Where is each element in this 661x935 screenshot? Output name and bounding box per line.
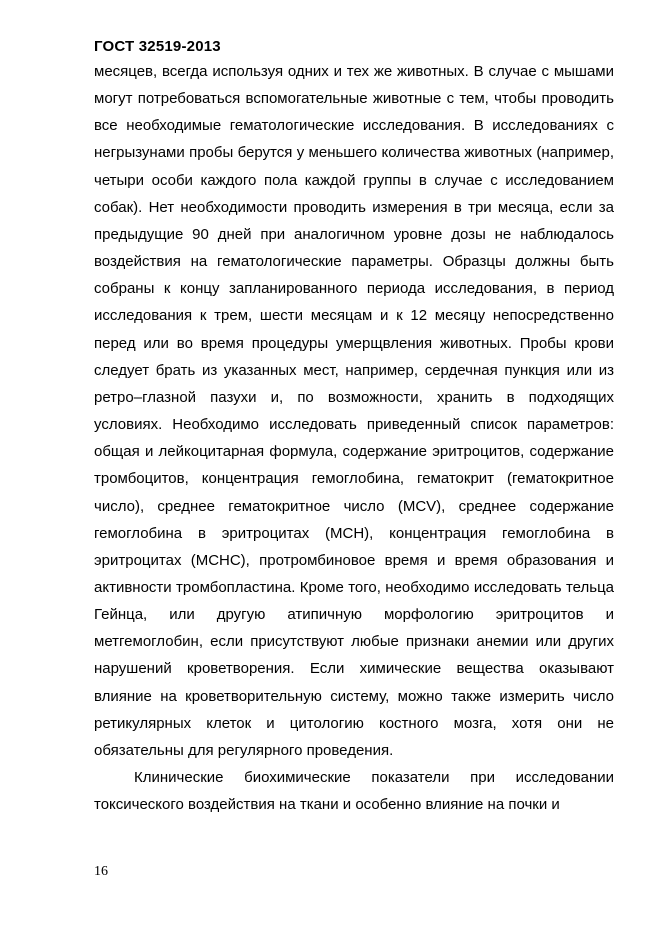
page-number: 16: [94, 864, 108, 879]
paragraph-clinical-biochemistry: Клинические биохимические показатели при исследовании токсического воздействия на ткани и особенно влияние на почки и: [94, 769, 614, 814]
standard-header: ГОСТ 32519-2013: [94, 38, 221, 55]
paragraph-continuation: месяцев, всегда используя одних и тех же животных. В случае с мышами могут потребоваться вспомогательные животные с тем, чтобы проводить все необходимые гематологические исследования. В исследованиях с негрызунами пробы берутся у меньшего количества животных (например, четыри особи каждого пола каждой группы в случае с исследованием собак). Нет необходимости проводить измерения в три месяца, если за предыдущие 90 дней при аналогичном уровне дозы не наблюдалось воздействия на гематологические параметры. Образцы должны быть собраны к концу запланированного периода исследования, в период исследования к трем, шести месяцам и к 12 месяцу непосредственно перед или во время процедуры умерщвления животных. Пробы крови следует брать из указанных мест, например, сердечная пункция или из ретро–глазной пазухи и, по возможности, хранить в подходящих условиях. Необходимо исследовать приведенный список параметров: общая и лейкоцитарная формула, содержание эритроцитов, содержание тромбоцитов, концентрация гемоглобина, гематокрит (гематокритное число), среднее гематокритное число (MCV), среднее содержание гемоглобина в эритроцитах (MCH), концентрация гемоглобина в эритроцитах (MCHC), протромбиновое время и время образования и активности тромбопластина. Кроме того, необходимо исследовать тельца Гейнца, или другую атипичную морфологию эритроцитов и метгемоглобин, если присутствуют любые признаки анемии или других нарушений кроветворения. Если химические вещества оказывают влияние на кроветворительную систему, можно также измерить число ретикулярных клеток и цитологию костного мозга, хотя они не обязательны для регулярного проведения.: [94, 63, 614, 759]
body-text: [94, 58, 614, 818]
